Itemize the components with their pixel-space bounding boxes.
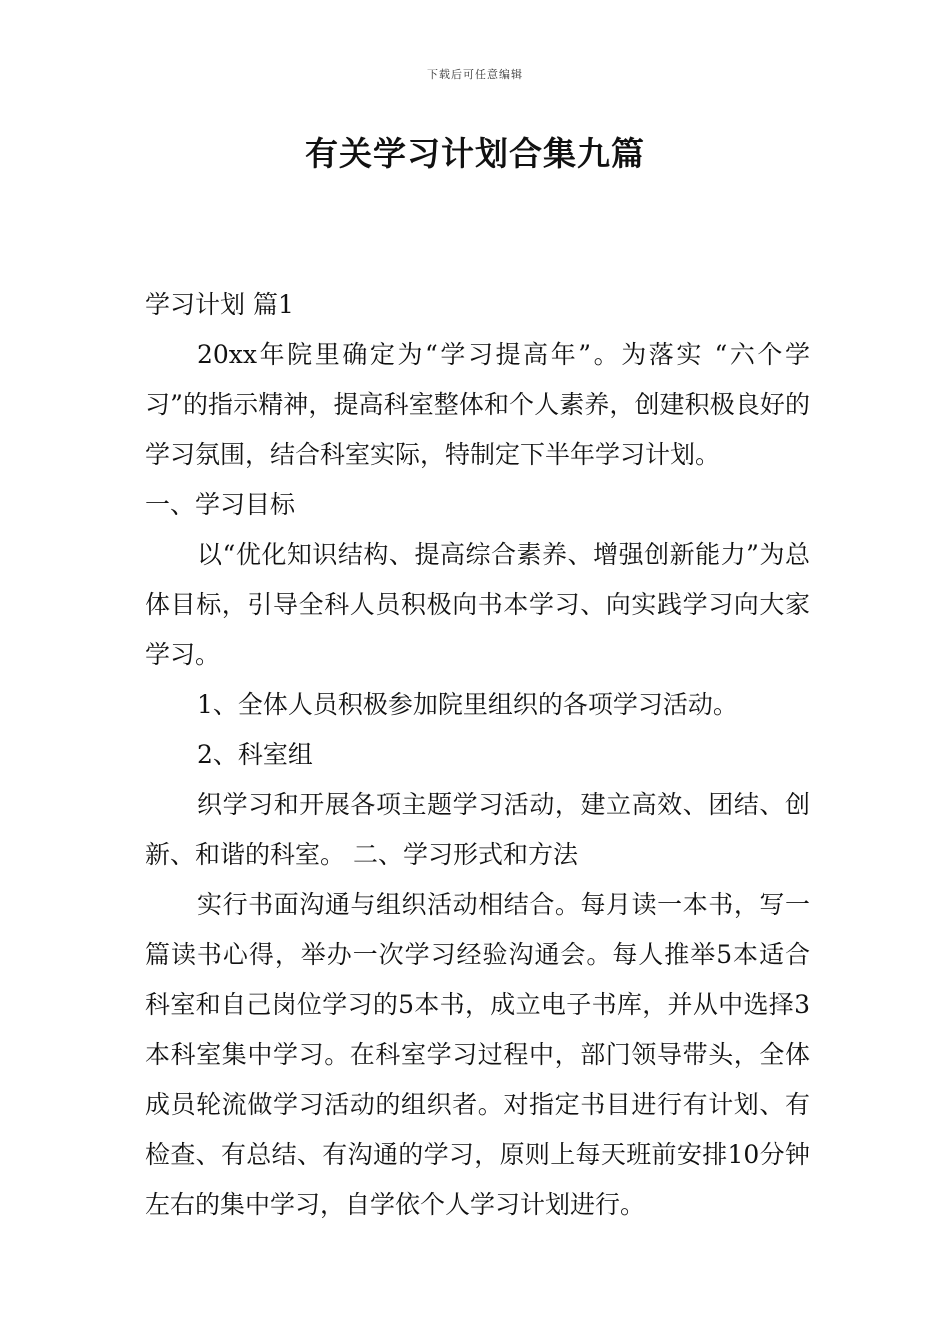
paragraph: 织学习和开展各项主题学习活动，建立高效、团结、创新、和谐的科室。 二、学习形式和方法 [145,790,810,869]
paragraph: 实行书面沟通与组织活动相结合。每月读一本书，写一篇读书心得，举办一次学习经验沟通会。每人推举5本适合科室和自己岗位学习的5本书，成立电子书库，并从中选择3本科室集中学习。在科室学习过程中，部门领导带头，全体成员轮流做学习活动的组织者。对指定书目进行有计划、有检查、有总结、有沟通的学习，原则上每天班前安排10分钟左右的集中学习，自学依个人学习计划进行。 [145,890,810,1219]
document-body [145,280,810,1230]
document-title: 有关学习计划合集九篇 [305,134,645,173]
header-note: 下载后可任意编辑 [427,68,523,81]
paragraph: 20xx年院里确定为“学习提高年”。为落实 “六个学习”的指示精神，提高科室整体和个人素养，创建积极良好的学习氛围，结合科室实际，特制定下半年学习计划。 [145,340,810,469]
paragraph: 以“优化知识结构、提高综合素养、增强创新能力”为总体目标，引导全科人员积极向书本学习、向实践学习向大家学习。 [145,540,810,669]
paragraph: 1、全体人员积极参加院里组织的各项学习活动。 [197,690,738,719]
section-heading: 学习计划 篇1 [145,290,294,319]
paragraph: 2、科室组 [197,740,313,769]
section-heading: 一、学习目标 [145,490,296,519]
